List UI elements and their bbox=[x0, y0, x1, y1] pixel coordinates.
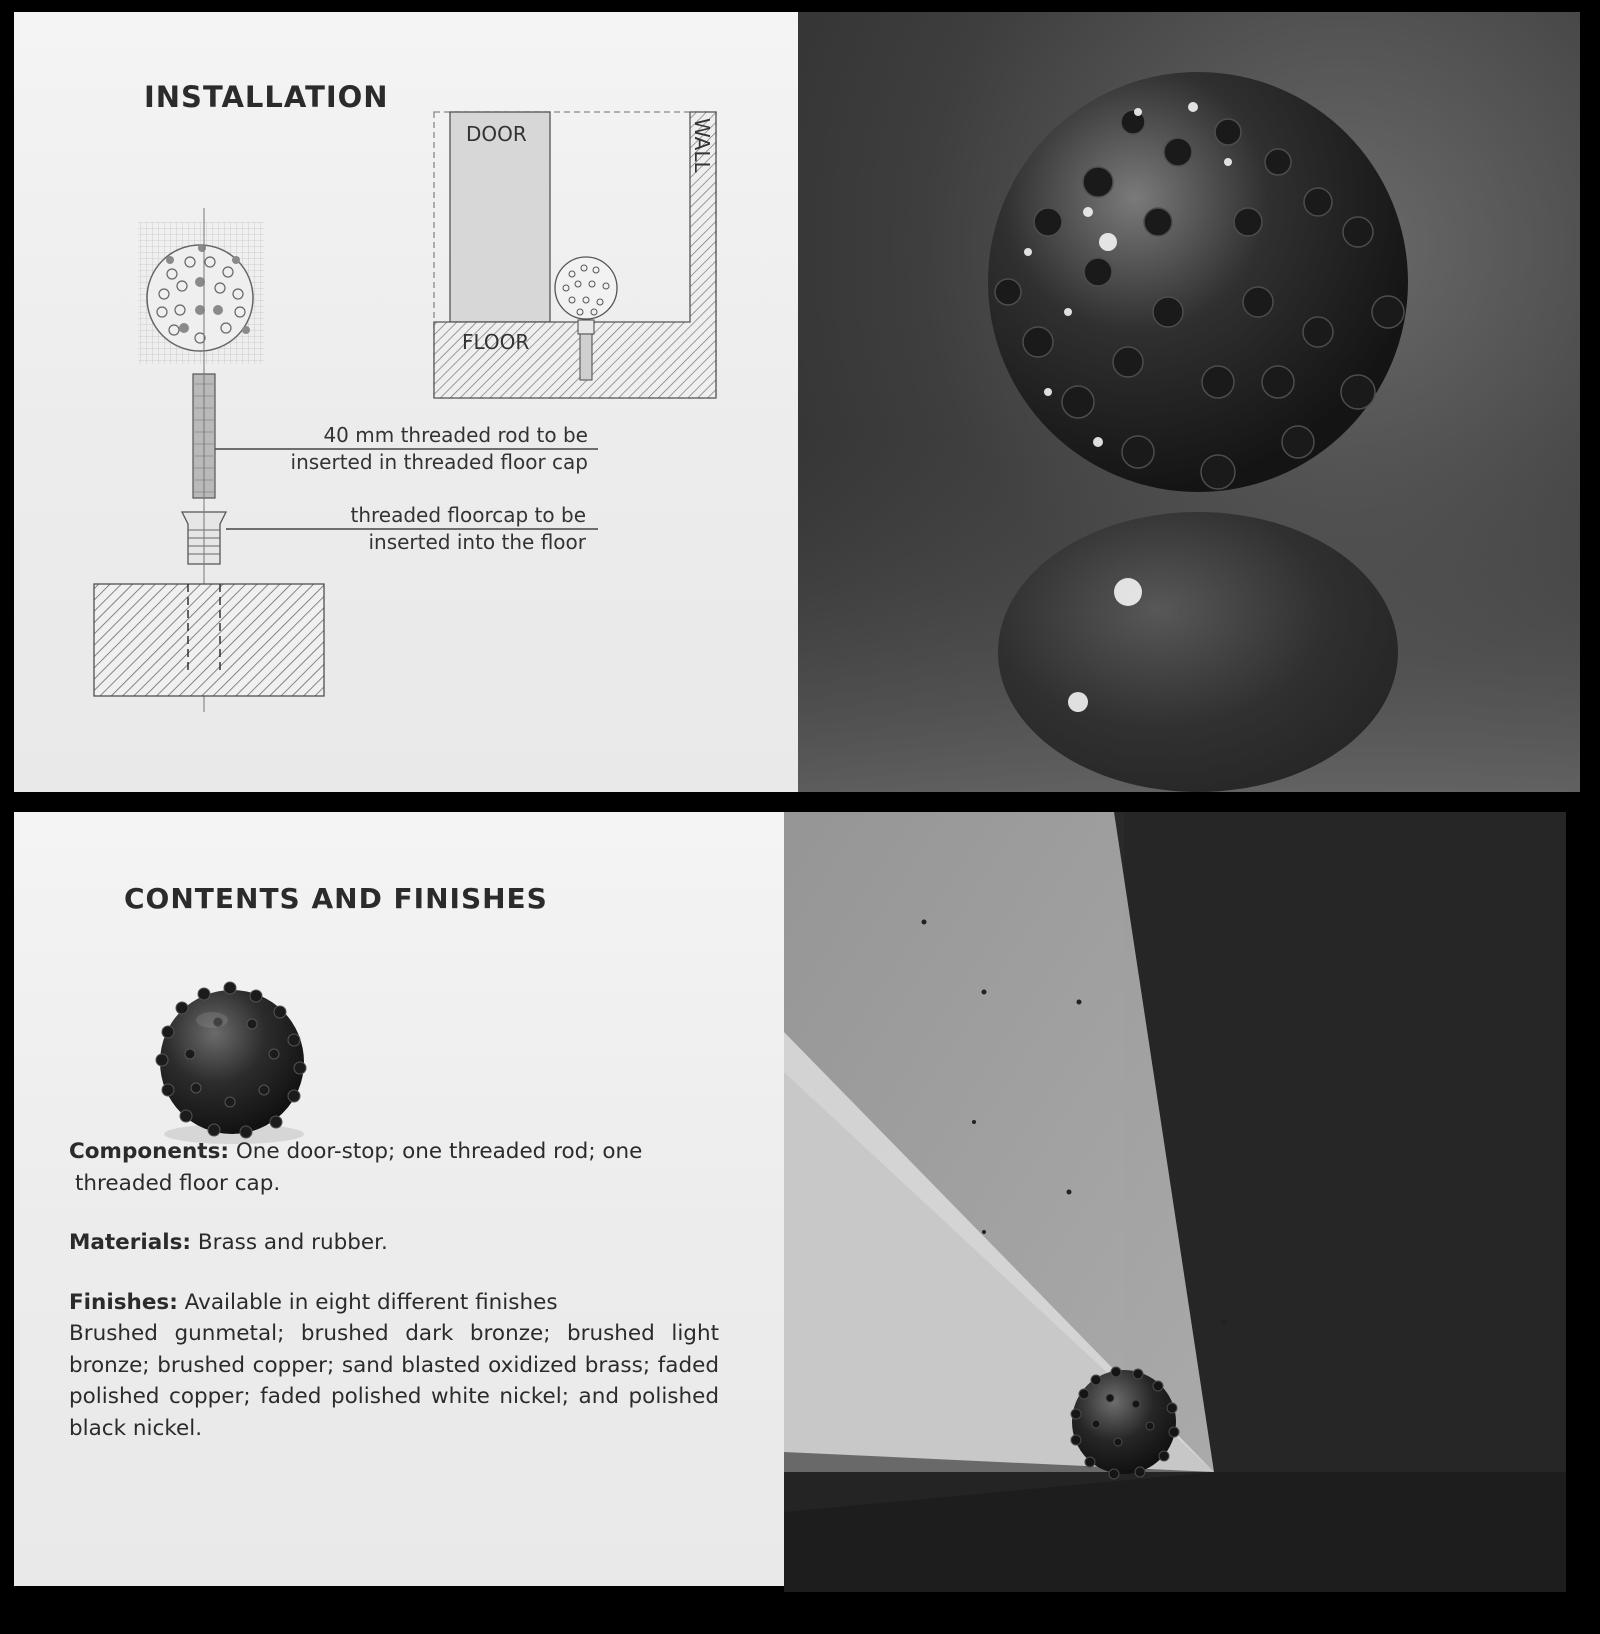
doorstop-reflection-photo bbox=[798, 12, 1580, 792]
installation-page bbox=[14, 12, 798, 792]
finishes-text: Available in eight different finishes bbox=[184, 1289, 558, 1315]
finishes-list: Brushed gunmetal; brushed dark bronze; brushed light bronze; brushed copper; sand blasted oxidized brass; faded polished copper; faded polished white nickel; and polished black nickel. bbox=[69, 1321, 719, 1441]
lightbeam-photo-art bbox=[784, 812, 1566, 1592]
doorstop-lightbeam-photo bbox=[784, 812, 1566, 1592]
components-text: One door-stop; one threaded rod; one bbox=[235, 1139, 643, 1164]
materials-paragraph bbox=[69, 1227, 719, 1259]
components-paragraph bbox=[69, 1136, 719, 1199]
floorcap-note bbox=[350, 502, 586, 556]
doorstop-top-view bbox=[138, 222, 264, 364]
rod-note-line-2: inserted in threaded floor cap bbox=[290, 450, 588, 474]
installation-title: INSTALLATION bbox=[144, 80, 389, 114]
contents-page bbox=[14, 812, 784, 1586]
finishes-paragraph bbox=[69, 1287, 719, 1319]
floor-label: FLOOR bbox=[462, 330, 530, 354]
door-label: DOOR bbox=[466, 122, 527, 146]
finishes-label: Finishes: bbox=[69, 1289, 178, 1315]
components-label: Components: bbox=[69, 1139, 229, 1164]
contents-body bbox=[69, 1136, 719, 1444]
doorstop-photo-art bbox=[798, 12, 1580, 792]
wall-label: WALL bbox=[690, 118, 714, 173]
floorcap-note-line-1: threaded floorcap to be bbox=[350, 503, 586, 527]
materials-label: Materials: bbox=[69, 1230, 192, 1255]
doorstop-product-image bbox=[134, 962, 334, 1162]
materials-text: Brass and rubber. bbox=[197, 1230, 388, 1255]
components-text-2: threaded floor cap. bbox=[75, 1170, 281, 1196]
floorcap-note-line-2: inserted into the floor bbox=[368, 530, 586, 554]
rod-note bbox=[291, 422, 588, 476]
rod-note-line-1: 40 mm threaded rod to be bbox=[323, 423, 588, 447]
door-wall-diagram bbox=[434, 112, 716, 398]
contents-title: CONTENTS AND FINISHES bbox=[124, 882, 548, 915]
installation-diagram bbox=[14, 12, 798, 792]
